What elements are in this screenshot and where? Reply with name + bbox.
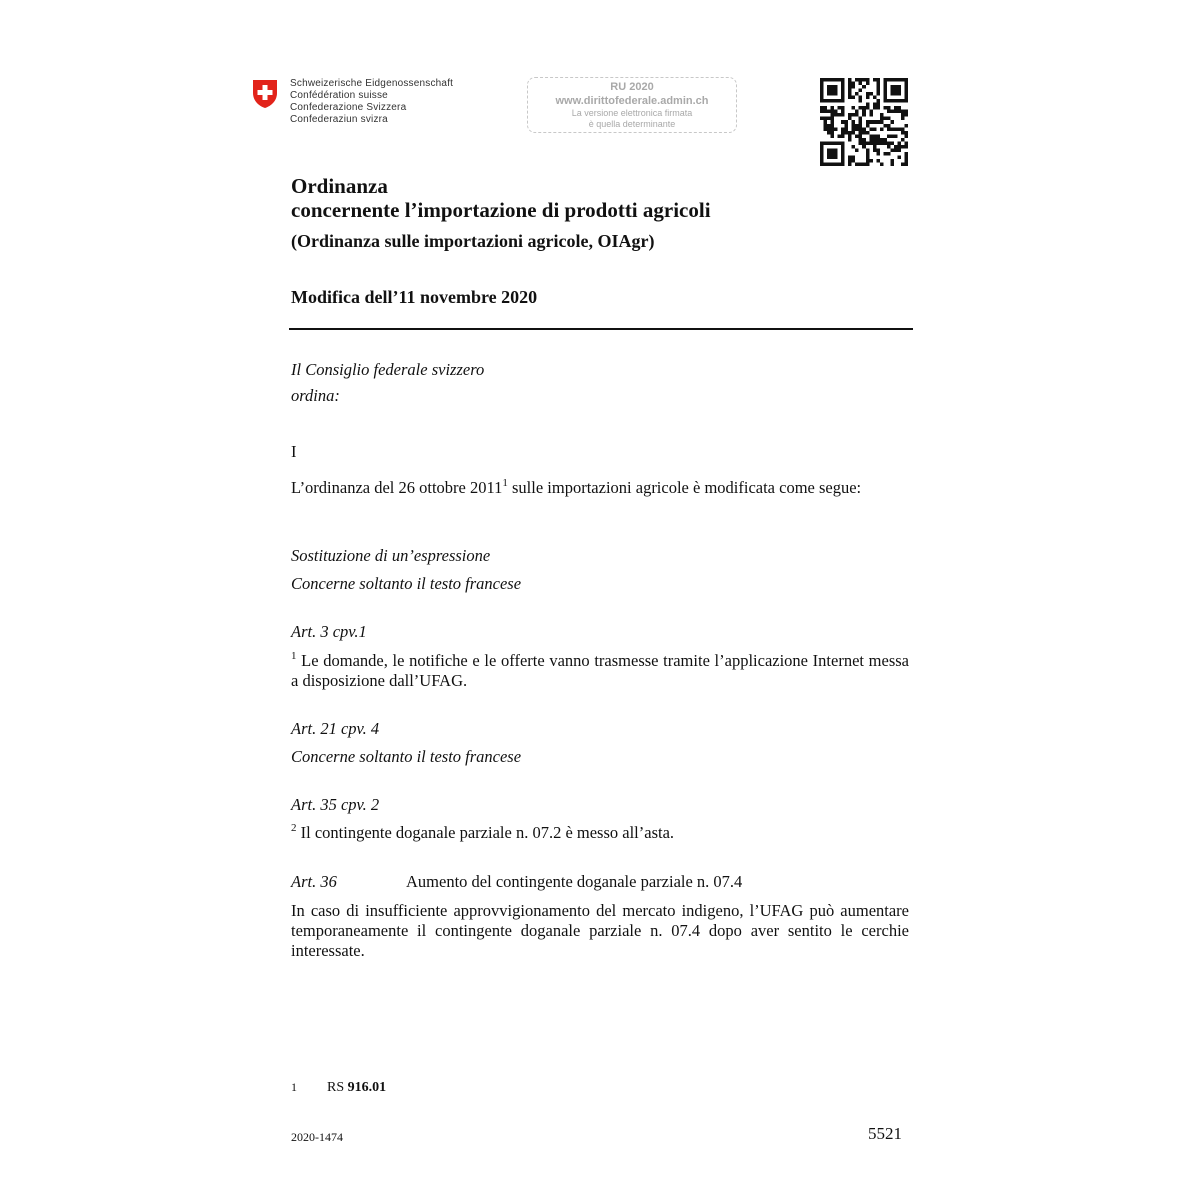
agency-line-fr: Confédération suisse	[290, 90, 388, 101]
agency-name-block	[290, 78, 453, 126]
page-number: 5521	[868, 1124, 902, 1143]
agency-line-it: Confederazione Svizzera	[290, 102, 407, 113]
agency-line-de: Schweizerische Eidgenossenschaft	[290, 78, 454, 89]
stamp-ru: RU 2020	[610, 81, 654, 93]
modification-date: Modifica dell’11 novembre 2020	[291, 287, 538, 307]
official-publication-stamp	[527, 77, 737, 133]
agency-line-rm: Confederaziun svizra	[290, 114, 388, 125]
footnote-prefix: RS	[327, 1080, 348, 1095]
stamp-note-2: è quella determinante	[588, 119, 676, 129]
title-line-2: concernente l’importazione di prodotti agricoli	[291, 198, 711, 222]
art35-heading: Art. 35 cpv. 2	[291, 795, 380, 814]
footnote-reference: 916.01	[347, 1080, 387, 1095]
art35-paragraph-number: 2	[291, 821, 297, 834]
art21-note: Concerne soltanto il testo francese	[291, 747, 522, 766]
stamp-note-1: La versione elettronica firmata	[571, 108, 693, 118]
stamp-url: www.dirittofederale.admin.ch	[555, 95, 709, 107]
intro-text-1: L’ordinanza del 26 ottobre 2011	[291, 478, 503, 497]
preamble-ordina: ordina:	[291, 386, 340, 405]
art3-paragraph-number: 1	[291, 649, 297, 662]
swiss-cross-shield-icon	[252, 79, 278, 109]
sostituzione-note: Concerne soltanto il testo francese	[291, 574, 522, 593]
intro-text-2: sulle importazioni agricole è modificata come segue:	[507, 478, 862, 497]
art3-paragraph	[291, 651, 909, 691]
sostituzione-heading: Sostituzione di un’espressione	[291, 546, 491, 565]
art35-paragraph	[291, 823, 674, 843]
art3-heading: Art. 3 cpv.1	[291, 622, 367, 641]
art36-paragraph: In caso di insufficiente approvvigionamento del mercato indigeno, l’UFAG può aumentare temporaneamente il contingente doganale parziale n. 07.4 dopo aver sentito le cerchie interessate.	[291, 901, 909, 960]
section-number: I	[291, 442, 297, 461]
art21-heading: Art. 21 cpv. 4	[291, 719, 380, 738]
art36-title: Aumento del contingente doganale parziale n. 07.4	[406, 872, 743, 891]
footnote	[291, 1080, 386, 1096]
document-number: 2020-1474	[291, 1130, 343, 1144]
preamble-authority: Il Consiglio federale svizzero	[291, 360, 485, 379]
art35-text: Il contingente doganale parziale n. 07.2 è messo all’asta.	[296, 823, 675, 842]
title-line-1: Ordinanza	[291, 174, 388, 198]
title-line-3: (Ordinanza sulle importazioni agricole, OIAgr)	[291, 231, 655, 251]
qr-code-icon	[820, 78, 908, 166]
intro-paragraph	[291, 478, 909, 498]
art3-text: Le domande, le notifiche e le offerte vanno trasmesse tramite l’applicazione Internet messa a disposizione dall’UFAG.	[291, 651, 909, 690]
art36-heading: Art. 36	[291, 872, 337, 891]
title-divider	[289, 328, 913, 330]
footnote-ref: 1	[502, 476, 508, 489]
footnote-number: 1	[291, 1080, 297, 1094]
